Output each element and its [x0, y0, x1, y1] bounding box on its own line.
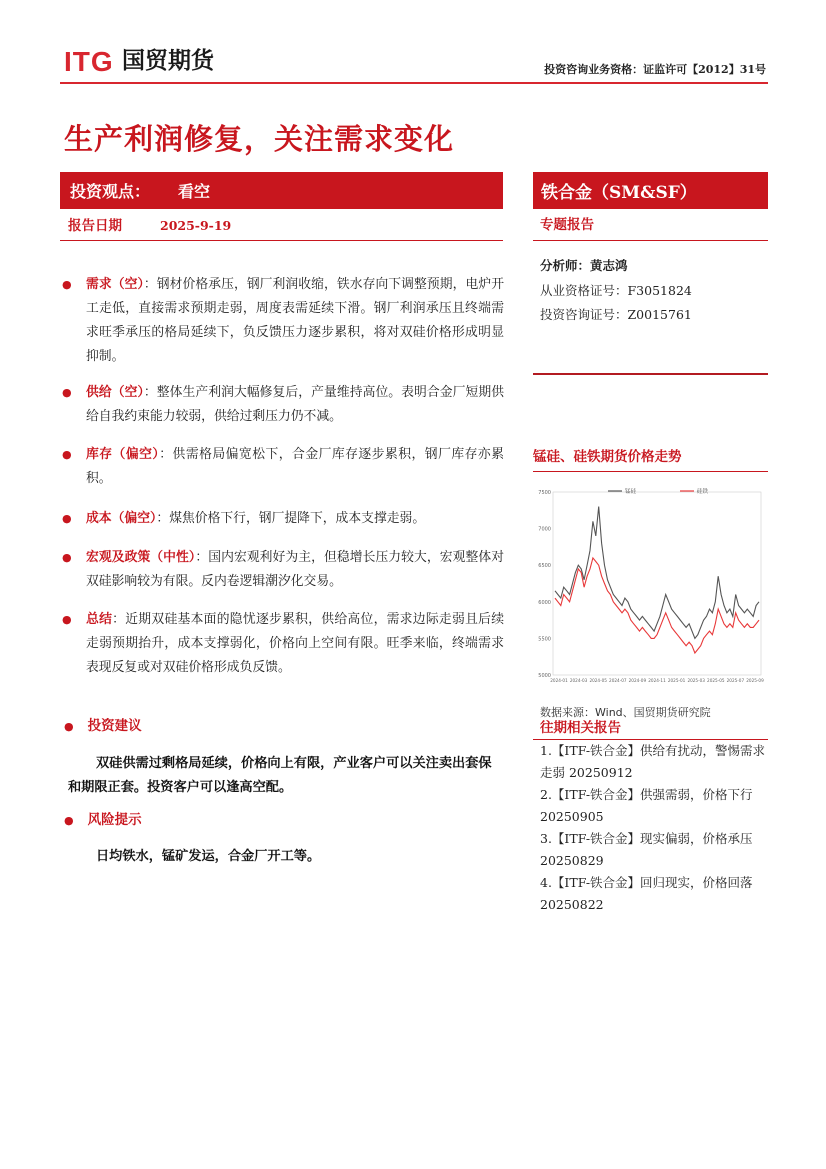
related-list — [540, 740, 766, 916]
x-tick-label: 2024-01 — [550, 678, 568, 683]
bullet-icon: ● — [62, 278, 72, 291]
x-tick-label: 2025-09 — [746, 678, 764, 683]
point-label: 宏观及政策（中性） — [86, 550, 196, 565]
y-tick-label: 5000 — [538, 673, 551, 679]
date-label: 报告日期 — [68, 218, 122, 234]
risk-text: 日均铁水，锰矿发运，合金厂开工等。 — [96, 849, 321, 864]
bullet-icon: ● — [62, 551, 72, 564]
point-text: ：国内宏观利好为主，但稳增长压力较大，宏观整体对双硅影响较为有限。反内卷逻辑潮汐化交易。 — [86, 550, 505, 589]
bullet-icon: ● — [64, 720, 74, 733]
point-label: 需求（空） — [86, 277, 144, 292]
bullet-icon: ● — [62, 386, 72, 399]
x-tick-label: 2024-11 — [648, 678, 666, 683]
chart-title-divider — [533, 471, 768, 472]
bullet-icon: ● — [62, 448, 72, 461]
logo-itg: ITG — [64, 46, 114, 77]
point-demand — [64, 273, 504, 369]
view-banner — [60, 172, 503, 209]
analyst-name: 分析师：黄志鸿 — [540, 258, 628, 273]
point-text: ：供需格局偏宽松下，合金厂库存逐步累积，钢厂库存亦累积。 — [86, 447, 504, 486]
y-tick-label: 5500 — [538, 636, 551, 643]
bullet-icon: ● — [62, 613, 72, 626]
x-tick-label: 2024-09 — [628, 678, 647, 683]
chart-source: 数据来源：Wind、国贸期货研究院 — [540, 706, 711, 719]
product-banner: 铁合金（SM&SF） — [533, 172, 768, 209]
bullet-icon: ● — [62, 512, 72, 525]
risk-heading — [64, 810, 142, 831]
bullet-icon: ● — [64, 814, 74, 827]
point-cost — [64, 507, 504, 531]
point-text: ：钢材价格承压，钢厂利润收缩，铁水存向下调整预期，电炉开工走低，直接需求预期走弱，周度表需延续下滑。钢厂利润承压且终端需求旺季承压的格局延续下，负反馈压力逐步累积，将对双硅价格形成明显抑制。 — [86, 277, 505, 364]
point-inventory — [64, 443, 504, 491]
risk-heading-text: 风险提示 — [87, 812, 142, 828]
advice-text: 双硅供需过剩格局延续，价格向上有限，产业客户可以关注卖出套保和期限正套。投资客户可以逢高空配。 — [68, 756, 492, 795]
legend-label: 硅铁 — [697, 489, 709, 495]
view-value: 看空 — [178, 182, 211, 201]
qualification-text: 投资咨询业务资格：证监许可【2012】31号 — [544, 63, 766, 76]
x-tick-label: 2025-01 — [667, 678, 686, 683]
series-line-mnsi — [555, 507, 759, 639]
point-label: 总结 — [86, 612, 113, 627]
y-tick-label: 6500 — [538, 563, 551, 570]
point-text: ：整体生产利润大幅修复后，产量维持高位。表明合金厂短期供给自我约束能力较弱，供给过剩压力仍不减。 — [86, 385, 505, 424]
point-text: ：煤焦价格下行，钢厂提降下，成本支撑走弱。 — [156, 511, 426, 526]
view-label: 投资观点： — [70, 182, 151, 201]
plot-frame — [553, 492, 761, 675]
x-tick-label: 2025-03 — [687, 678, 705, 683]
point-summary — [64, 608, 504, 680]
related-item[interactable]: 1.【ITF-铁合金】供给有扰动，警惕需求走弱 20250912 — [540, 743, 766, 780]
analyst-divider — [533, 373, 768, 375]
x-tick-label: 2024-03 — [569, 678, 588, 683]
date-divider — [60, 240, 503, 241]
y-tick-label: 7000 — [538, 526, 551, 533]
point-text: ：近期双硅基本面的隐忧逐步累积，供给高位，需求边际走弱且后续走弱预期抬升，成本支撑弱化，价格向上空间有限。旺季来临，终端需求表现反复或对双硅价格形成负反馈。 — [86, 612, 505, 675]
report-date: 2025-9-19 — [160, 218, 232, 233]
page-title: 生产利润修复，关注需求变化 — [64, 122, 455, 156]
point-label: 库存（偏空） — [86, 447, 160, 462]
point-label: 供给（空） — [86, 385, 144, 400]
report-type: 专题报告 — [540, 217, 594, 233]
y-tick-label: 7500 — [538, 490, 551, 496]
x-tick-label: 2025-07 — [726, 678, 745, 683]
price-chart — [533, 480, 770, 690]
point-label: 成本（偏空） — [86, 511, 157, 526]
related-item[interactable]: 4.【ITF-铁合金】回归现实，价格回落 20250822 — [540, 875, 753, 912]
related-item[interactable]: 3.【ITF-铁合金】现实偏弱，价格承压 20250829 — [540, 831, 753, 868]
logo-company-name: 国贸期货 — [122, 48, 214, 74]
related-heading: 往期相关报告 — [540, 720, 621, 736]
analyst-cert-1: 从业资格证号：F3051824 — [540, 283, 692, 298]
point-macro — [64, 546, 504, 594]
legend-label: 锰硅 — [625, 489, 637, 495]
chart-title: 锰硅、硅铁期货价格走势 — [533, 449, 682, 465]
header-divider — [60, 82, 768, 84]
related-item[interactable]: 2.【ITF-铁合金】供强需弱，价格下行 20250905 — [540, 787, 753, 824]
x-tick-label: 2024-07 — [609, 678, 627, 683]
report-type-divider — [533, 240, 768, 241]
advice-heading — [64, 716, 142, 737]
point-supply — [64, 381, 504, 429]
advice-heading-text: 投资建议 — [87, 718, 142, 734]
x-tick-label: 2024-05 — [589, 678, 607, 683]
y-tick-label: 6000 — [538, 599, 551, 606]
x-tick-label: 2025-05 — [707, 678, 725, 683]
analyst-cert-2: 投资咨询证号：Z0015761 — [540, 307, 692, 322]
